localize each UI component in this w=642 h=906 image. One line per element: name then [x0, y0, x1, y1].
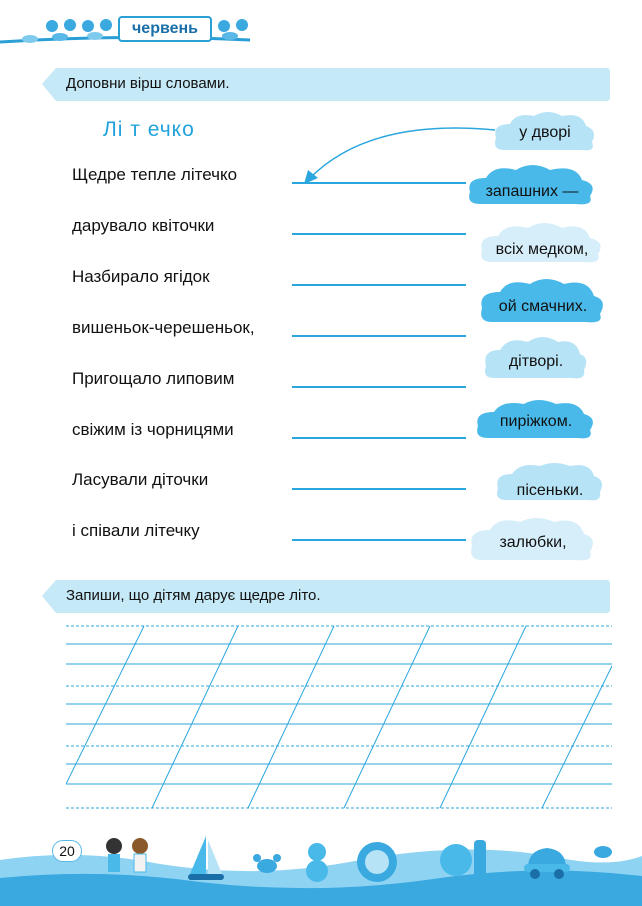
month-label: червень	[118, 16, 212, 42]
sailboat-icon	[186, 834, 226, 886]
writing-grid[interactable]	[66, 624, 612, 814]
task-banner-1	[42, 68, 610, 101]
word-cloud[interactable]	[474, 398, 598, 442]
poem-line: Назбирало ягідок	[72, 267, 210, 286]
crab-icon	[252, 852, 282, 876]
banner-notch	[42, 68, 56, 101]
word-cloud[interactable]	[494, 462, 606, 504]
word-cloud-text: пиріжком.	[499, 413, 573, 430]
answer-blank[interactable]	[292, 284, 466, 286]
banner-notch	[42, 580, 56, 613]
word-cloud[interactable]	[478, 220, 606, 266]
answer-blank[interactable]	[292, 437, 466, 439]
poem-line: Ласували діточки	[72, 470, 209, 489]
answer-blank[interactable]	[292, 233, 466, 235]
word-cloud[interactable]	[482, 334, 590, 382]
poem-line: вишеньок-черешеньок,	[72, 318, 255, 337]
word-cloud-text: у дворі	[519, 124, 571, 141]
birds-icon	[214, 14, 254, 38]
poem-title: Лі т ечко	[103, 118, 195, 141]
bird-icon	[592, 842, 614, 860]
kids-icon	[100, 836, 156, 888]
poem-line: Пригощало липовим	[72, 369, 235, 388]
lion-icon	[354, 840, 400, 888]
word-cloud-text: запашних —	[485, 183, 579, 200]
word-cloud-text: ой смачних.	[498, 298, 588, 315]
word-cloud-text: пісеньки.	[516, 482, 584, 499]
answer-blank[interactable]	[292, 488, 466, 490]
word-cloud-text: всіх медком,	[495, 241, 589, 258]
number-eight-icon	[302, 840, 332, 884]
answer-blank[interactable]	[292, 386, 466, 388]
task-banner-2	[42, 580, 610, 613]
answer-blank[interactable]	[292, 335, 466, 337]
poem-line: і співали літечку	[72, 521, 200, 540]
task-instruction: Запиши, що дітям дарує щедре літо.	[66, 587, 321, 604]
poem-line: дарувало квіточки	[72, 216, 215, 235]
word-cloud[interactable]	[492, 110, 598, 154]
word-cloud[interactable]	[478, 276, 608, 326]
word-cloud-text: дітворі.	[508, 353, 564, 370]
answer-blank[interactable]	[292, 539, 466, 541]
page-number: 20	[52, 840, 82, 862]
birds-icon	[44, 16, 124, 36]
car-icon	[522, 840, 572, 882]
elephant-number-one-icon	[438, 834, 494, 886]
poem-line: свіжим із чорницями	[72, 420, 234, 439]
poem-line: Щедре тепле літечко	[72, 165, 238, 184]
word-cloud-text: залюбки,	[499, 534, 567, 551]
word-cloud[interactable]	[468, 516, 598, 564]
task-instruction: Доповни вірш словами.	[66, 75, 230, 92]
word-cloud[interactable]	[466, 162, 598, 208]
